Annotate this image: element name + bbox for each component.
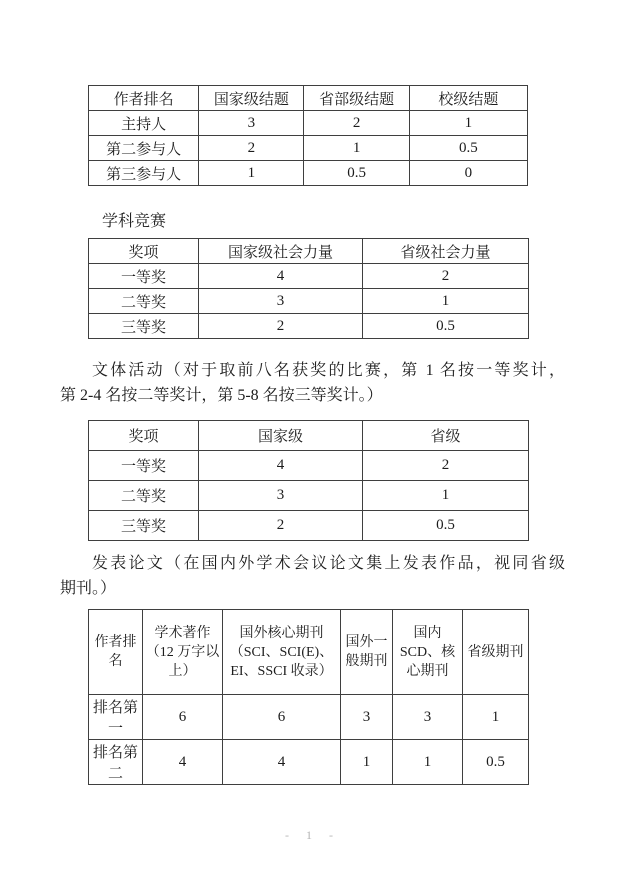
table-cell: 0 [409, 161, 527, 186]
table-cell: 3 [199, 111, 304, 136]
table-cell: 2 [363, 264, 529, 289]
table-cell: 第三参与人 [89, 161, 199, 186]
para-sports-activity [60, 358, 565, 408]
table-cell: 1 [363, 289, 529, 314]
table-cell: 3 [199, 289, 363, 314]
table-header-cell: 省级社会力量 [363, 239, 529, 264]
competition-table [88, 238, 529, 339]
table-row [89, 740, 529, 785]
table-row [89, 451, 529, 481]
table-row [89, 161, 528, 186]
table-header-cell: 国家级结题 [199, 86, 304, 111]
table-header-cell: 省部级结题 [304, 86, 409, 111]
table-cell: 一等奖 [89, 264, 199, 289]
section-heading-competition: 学科竞赛 [102, 213, 167, 230]
table-header-cell: 作者排名 [89, 610, 143, 695]
publication-table [88, 609, 529, 785]
sports-activity-table [88, 420, 529, 541]
table-cell: 4 [223, 740, 341, 785]
table-cell: 3 [393, 695, 463, 740]
table-header-cell: 国外一般期刊 [341, 610, 393, 695]
table-header-row [89, 610, 529, 695]
table-row [89, 289, 529, 314]
table-cell: 0.5 [363, 511, 529, 541]
table-header-row [89, 421, 529, 451]
table-cell: 1 [199, 161, 304, 186]
table-cell: 0.5 [463, 740, 529, 785]
table-cell: 0.5 [363, 314, 529, 339]
para-line: 期刊。） [60, 580, 117, 597]
table-cell: 主持人 [89, 111, 199, 136]
table-header-cell: 省级期刊 [463, 610, 529, 695]
table-header-cell: 国家级 [199, 421, 363, 451]
table-cell: 三等奖 [89, 314, 199, 339]
page-number: - 1 - [285, 828, 340, 842]
table-cell: 一等奖 [89, 451, 199, 481]
table-cell: 0.5 [409, 136, 527, 161]
table-cell: 4 [143, 740, 223, 785]
table-cell: 2 [199, 136, 304, 161]
table-cell: 第二参与人 [89, 136, 199, 161]
para-publication [60, 551, 565, 601]
table-row [89, 264, 529, 289]
table-cell: 排名第二 [89, 740, 143, 785]
para-line: 文体活动（对于取前八名获奖的比赛，第 1 名按一等奖计， [92, 362, 565, 379]
para-line: 发表论文（在国内外学术会议论文集上发表作品，视同省级 [92, 555, 565, 572]
table-header-row [89, 86, 528, 111]
table-header-cell: 奖项 [89, 421, 199, 451]
table-row [89, 695, 529, 740]
table-cell: 4 [199, 264, 363, 289]
table-cell: 2 [199, 314, 363, 339]
table-header-cell: 学术著作（12 万字以上） [143, 610, 223, 695]
table-header-cell: 国外核心期刊（SCI、SCI(E)、EI、SSCI 收录） [223, 610, 341, 695]
table-cell: 2 [363, 451, 529, 481]
table-cell: 1 [463, 695, 529, 740]
table-row [89, 111, 528, 136]
table-cell: 2 [304, 111, 409, 136]
table-cell: 二等奖 [89, 289, 199, 314]
table-cell: 3 [341, 695, 393, 740]
table-cell: 三等奖 [89, 511, 199, 541]
table-cell: 1 [341, 740, 393, 785]
table-cell: 1 [304, 136, 409, 161]
table-header-cell: 作者排名 [89, 86, 199, 111]
table-cell: 0.5 [304, 161, 409, 186]
table-cell: 排名第一 [89, 695, 143, 740]
table-header-cell: 校级结题 [409, 86, 527, 111]
table-row [89, 314, 529, 339]
table-cell: 2 [199, 511, 363, 541]
table-cell: 6 [223, 695, 341, 740]
table-cell: 1 [363, 481, 529, 511]
para-line: 第 2-4 名按二等奖计，第 5-8 名按三等奖计。） [60, 387, 383, 404]
table-header-row [89, 239, 529, 264]
table-row [89, 511, 529, 541]
table-header-cell: 奖项 [89, 239, 199, 264]
table-cell: 1 [393, 740, 463, 785]
table-cell: 3 [199, 481, 363, 511]
table-cell: 二等奖 [89, 481, 199, 511]
table-header-cell: 省级 [363, 421, 529, 451]
table-header-cell: 国家级社会力量 [199, 239, 363, 264]
table-row [89, 481, 529, 511]
table-row [89, 136, 528, 161]
project-completion-table [88, 85, 528, 186]
table-cell: 4 [199, 451, 363, 481]
table-cell: 6 [143, 695, 223, 740]
table-header-cell: 国内 SCD、核心期刊 [393, 610, 463, 695]
table-cell: 1 [409, 111, 527, 136]
